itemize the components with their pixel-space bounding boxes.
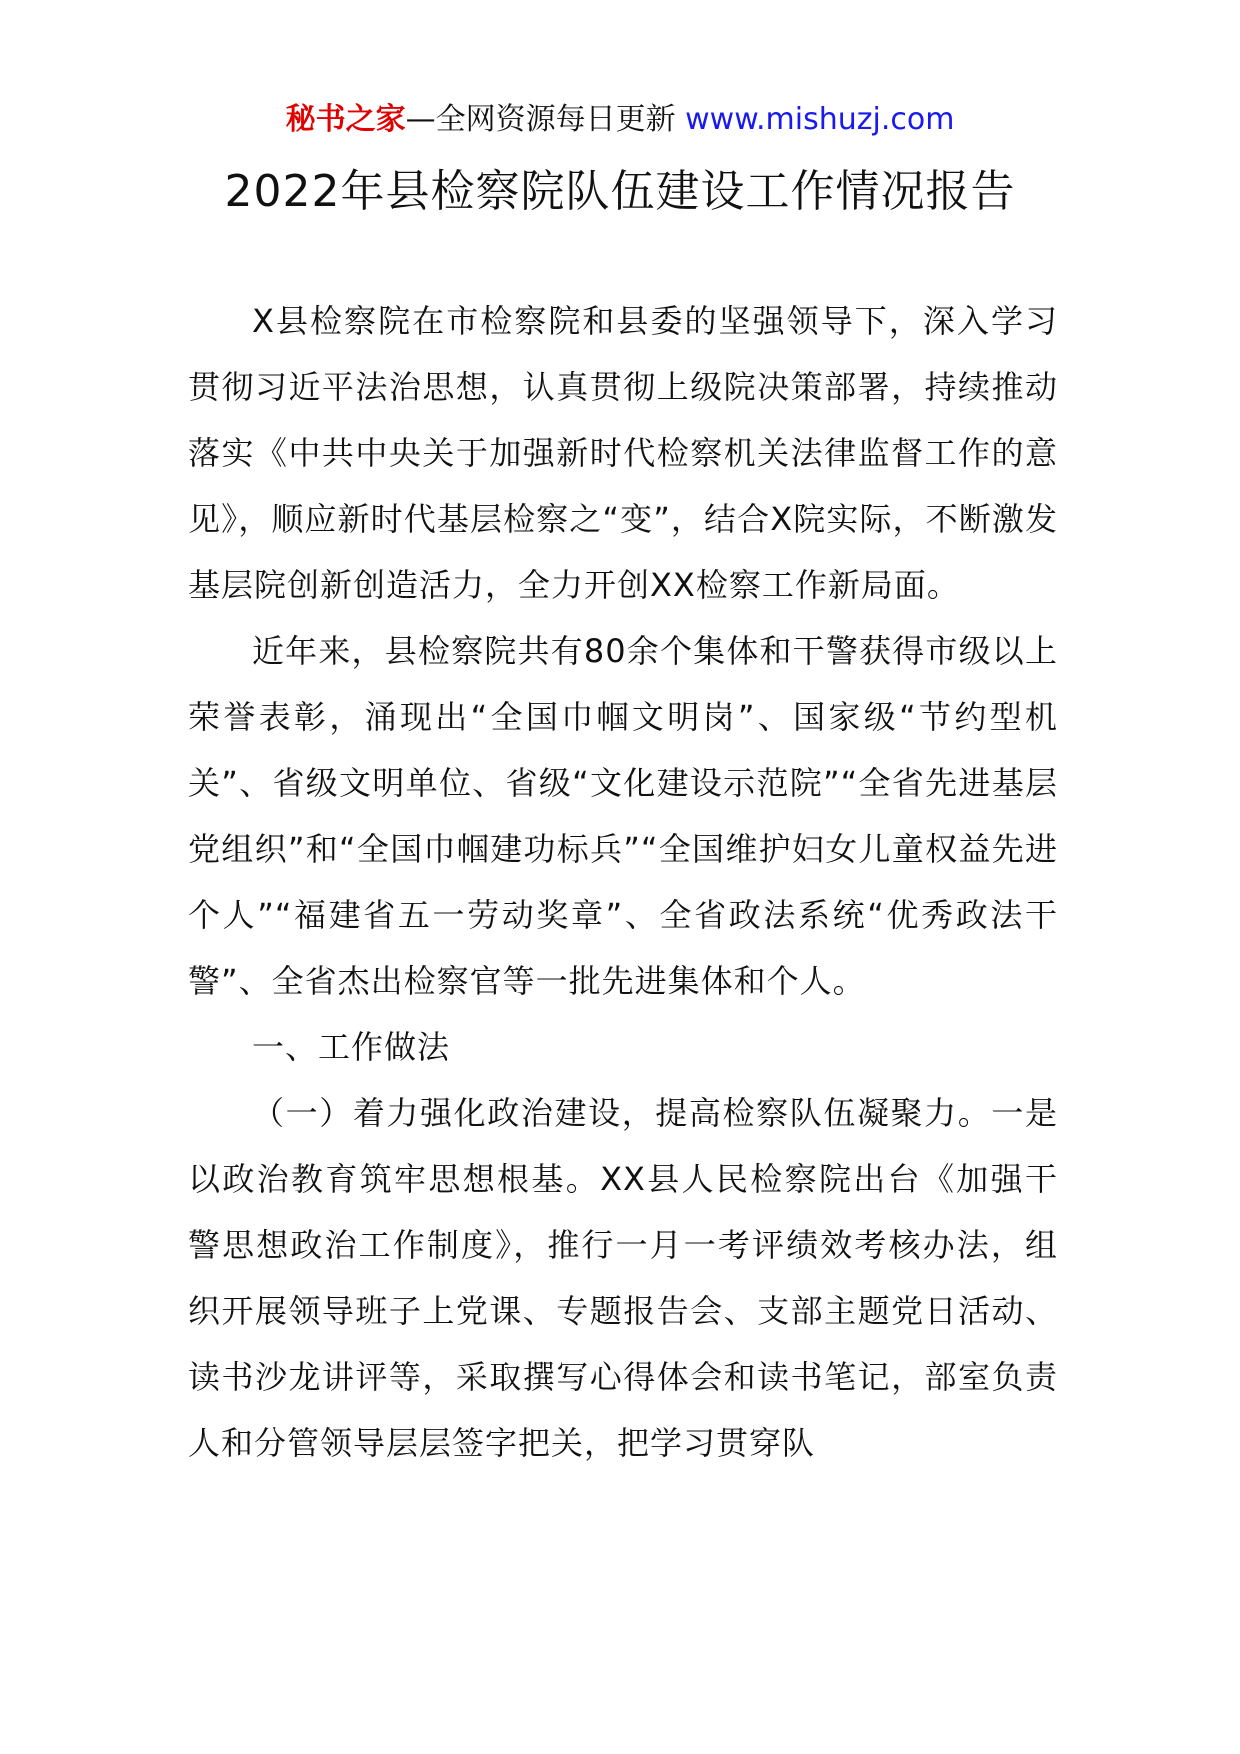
paragraph-honors: 近年来，县检察院共有80余个集体和干警获得市级以上荣誉表彰，涌现出“全国巾帼文明岗”、国家级“节约型机关”、省级文明单位、省级“文化建设示范院”“全省先进基层党组织”和“全国巾帼建功标兵”“全国维护妇女儿童权益先进个人”“福建省五一劳动奖章”、全省政法系统“优秀政法干警”、全省杰出检察官等一批先进集体和个人。	[188, 632, 1058, 1000]
document-body	[188, 288, 1058, 1476]
site-header	[0, 100, 1240, 140]
paragraph-political-building: （一）着力强化政治建设，提高检察队伍凝聚力。一是以政治教育筑牢思想根基。XX县人民检察院出台《加强干警思想政治工作制度》，推行一月一考评绩效考核办法，组织开展领导班子上党课、专题报告会、支部主题党日活动、读书沙龙讲评等，采取撰写心得体会和读书笔记，部室负责人和分管领导层层签字把关，把学习贯穿队	[188, 1094, 1058, 1462]
section-heading: 一、工作做法	[252, 1028, 451, 1066]
site-brand: 秘书之家	[285, 102, 406, 137]
document-title: 2022年县检察院队伍建设工作情况报告	[224, 166, 1016, 217]
site-tagline: —全网资源每日更新	[405, 102, 686, 137]
site-url-link[interactable]: www.mishuzj.com	[685, 102, 955, 137]
paragraph-intro: X县检察院在市检察院和县委的坚强领导下，深入学习贯彻习近平法治思想，认真贯彻上级院决策部署，持续推动落实《中共中央关于加强新时代检察机关法律监督工作的意见》，顺应新时代基层检察之“变”，结合X院实际，不断激发基层院创新创造活力，全力开创XX检察工作新局面。	[188, 302, 1058, 604]
